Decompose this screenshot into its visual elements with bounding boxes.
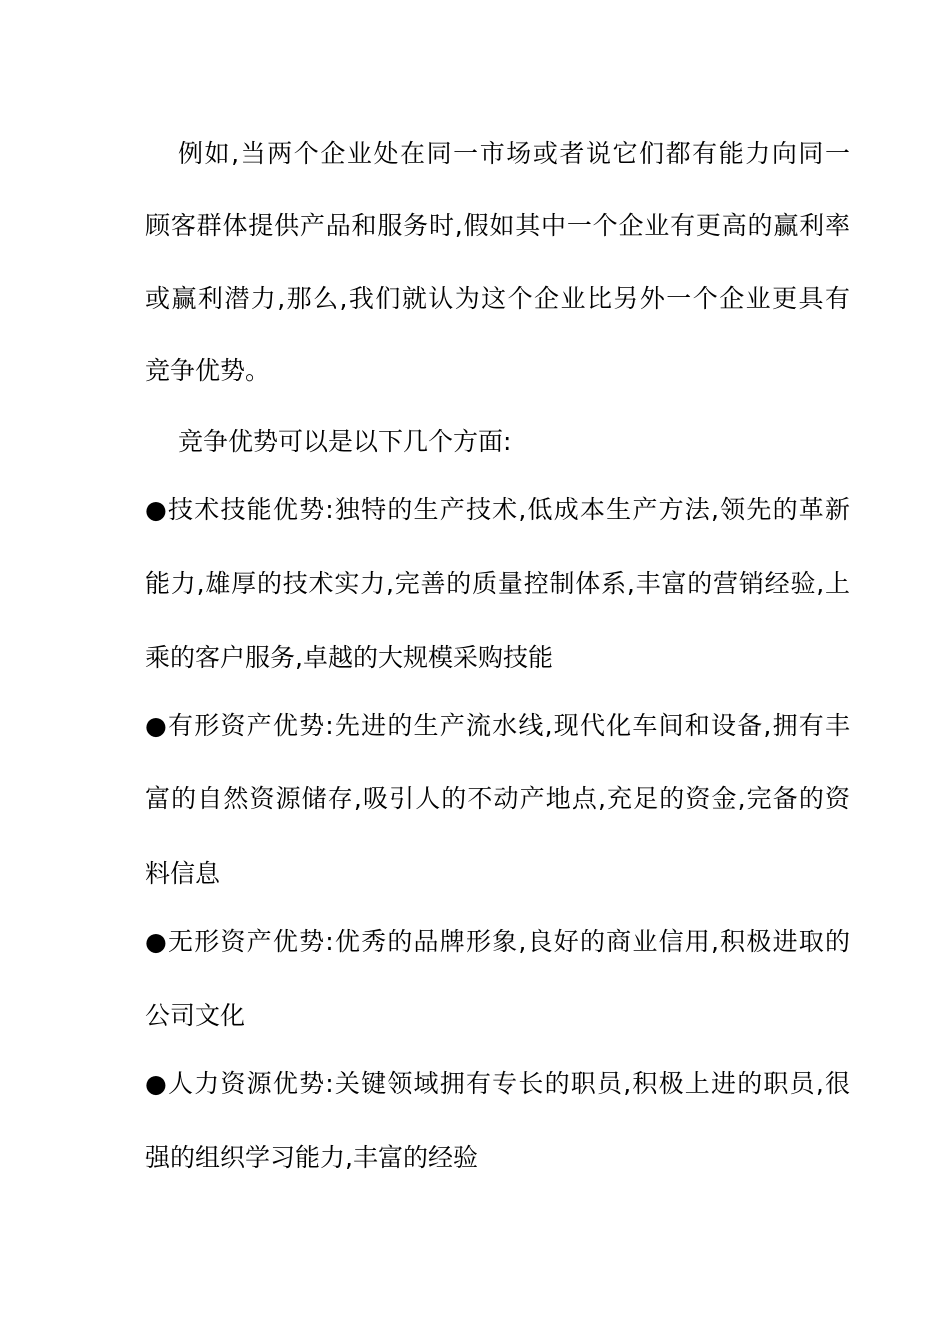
- bullet-tangible-line-2: 富的自然资源储存,吸引人的不动产地点,充足的资金,完备的资: [145, 784, 850, 813]
- bullet-intangible-line-1: ●无形资产优势:优秀的品牌形象,良好的商业信用,积极进取的: [145, 927, 850, 956]
- bullet-technical-line-1: ●技术技能优势:独特的生产技术,低成本生产方法,领先的革新: [145, 495, 850, 524]
- intro-line-3: 或赢利潜力,那么,我们就认为这个企业比另外一个企业更具有: [145, 284, 850, 313]
- bullet-technical-line-3: 乘的客户服务,卓越的大规模采购技能: [145, 643, 553, 672]
- bullet-human-line-2: 强的组织学习能力,丰富的经验: [145, 1143, 478, 1172]
- aspects-heading: 竞争优势可以是以下几个方面:: [178, 427, 512, 456]
- intro-line-1: 例如,当两个企业处在同一市场或者说它们都有能力向同一: [178, 139, 850, 168]
- intro-line-2: 顾客群体提供产品和服务时,假如其中一个企业有更高的赢利率: [145, 211, 850, 240]
- bullet-human-line-1: ●人力资源优势:关键领域拥有专长的职员,积极上进的职员,很: [145, 1069, 850, 1098]
- intro-line-4: 竞争优势。: [145, 356, 271, 385]
- bullet-technical-line-2: 能力,雄厚的技术实力,完善的质量控制体系,丰富的营销经验,上: [145, 569, 850, 598]
- bullet-tangible-line-1: ●有形资产优势:先进的生产流水线,现代化车间和设备,拥有丰: [145, 711, 850, 740]
- bullet-tangible-line-3: 料信息: [145, 859, 221, 888]
- bullet-intangible-line-2: 公司文化: [145, 1001, 246, 1030]
